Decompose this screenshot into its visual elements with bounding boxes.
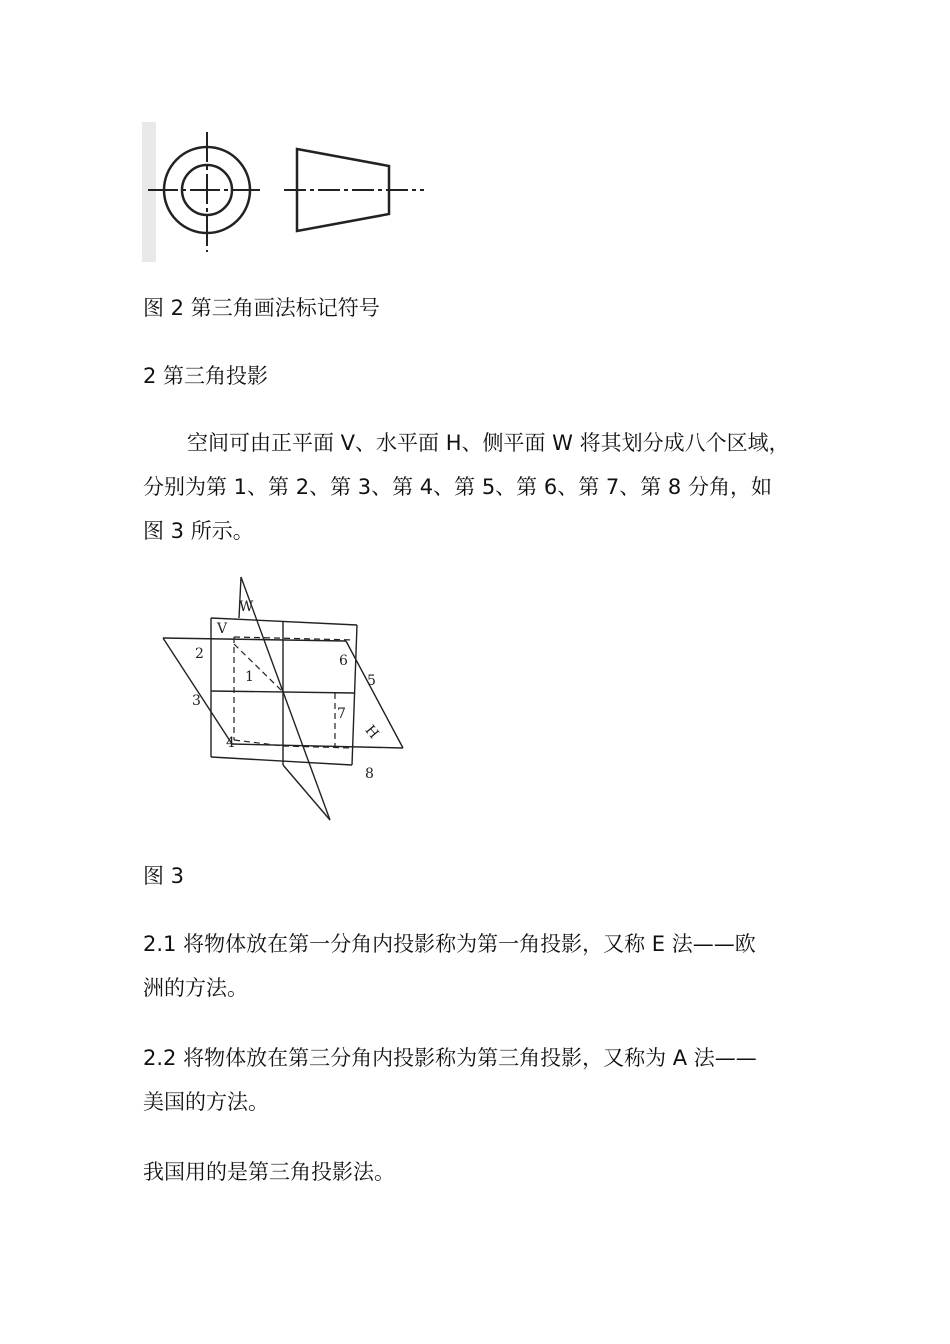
- plane-label-v: V: [217, 621, 228, 637]
- region-label: 4: [226, 735, 235, 751]
- v-plane-right-edge: [352, 625, 357, 765]
- region-label: 1: [245, 669, 254, 685]
- paragraph-line: 图 3 所示。: [143, 519, 254, 543]
- v-plane-bottom-edge: [211, 757, 352, 765]
- region-label: 7: [337, 706, 346, 722]
- third-angle-symbol-drawing: [142, 122, 432, 262]
- v-plane-top-edge: [211, 618, 357, 625]
- paragraph-line: 2.2 将物体放在第三分角内投影称为第三角投影，又称为 A 法——: [143, 1046, 757, 1070]
- paragraph-line: 美国的方法。: [143, 1090, 269, 1114]
- paragraph-line: 2.1 将物体放在第一分角内投影称为第一角投影，又称 E 法——欧: [143, 932, 756, 956]
- paragraph-line: 洲的方法。: [143, 976, 248, 1000]
- figure-2-symbol: [142, 122, 432, 262]
- octants-diagram: [150, 570, 420, 830]
- region-label: 3: [192, 693, 201, 709]
- section-2-paragraph: [143, 421, 813, 553]
- w-plane-diagonal: [241, 577, 330, 820]
- item-2-2: [143, 1036, 813, 1124]
- region-label: 5: [367, 673, 376, 689]
- region-label: 6: [339, 653, 348, 669]
- figure-3-caption: 图 3: [143, 864, 185, 888]
- item-2-1: [143, 922, 813, 1010]
- plane-label-w: W: [239, 599, 254, 615]
- section-2-heading: 2 第三角投影: [143, 364, 269, 388]
- region-label: 8: [365, 766, 374, 782]
- conclusion-text: 我国用的是第三角投影法。: [143, 1160, 395, 1184]
- scan-edge-shade: [142, 122, 156, 262]
- figure-2-caption: 图 2 第三角画法标记符号: [143, 296, 380, 320]
- w-plane-lower-edge: [283, 765, 330, 820]
- region-label: 2: [195, 646, 204, 662]
- paragraph-line: 空间可由正平面 V、水平面 H、侧平面 W 将其划分成八个区域，: [187, 431, 790, 455]
- figure-3-octants: [150, 570, 420, 830]
- paragraph-line: 分别为第 1、第 2、第 3、第 4、第 5、第 6、第 7、第 8 分角，如: [143, 475, 772, 499]
- plane-label-h: H: [361, 722, 382, 743]
